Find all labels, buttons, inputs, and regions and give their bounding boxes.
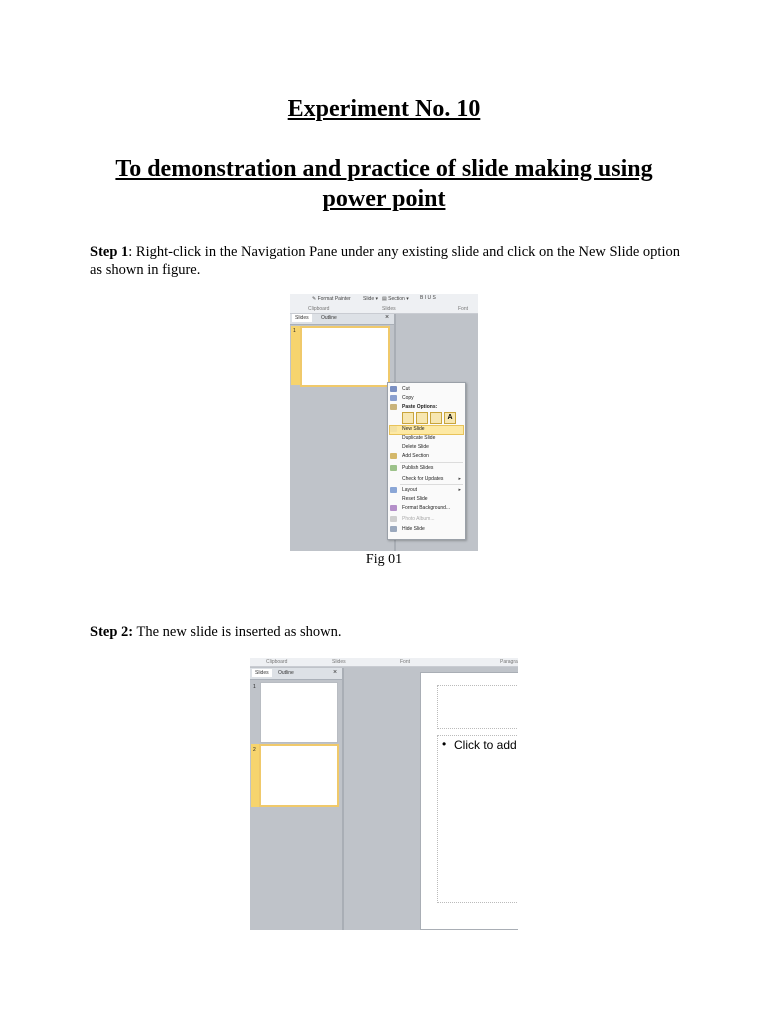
- figure-1-caption: Fig 01: [365, 552, 403, 567]
- slide-canvas[interactable]: [420, 672, 518, 930]
- tab-outline[interactable]: Outline: [278, 670, 294, 676]
- ribbon-group-font: Font: [400, 659, 411, 665]
- slide-selection-bar: [291, 326, 300, 385]
- tab-outline[interactable]: Outline: [321, 315, 337, 321]
- photo-album-icon: [390, 516, 397, 522]
- document-subtitle-line1: To demonstration and practice of slide making using: [115, 156, 653, 182]
- ribbon-group-paragraph: Paragra: [500, 659, 518, 665]
- paste-destination-theme-icon[interactable]: [402, 412, 414, 424]
- menu-item-duplicate-slide[interactable]: Duplicate Slide: [402, 435, 436, 441]
- menu-item-paste-options: Paste Options:: [402, 404, 438, 410]
- cut-icon: [390, 386, 397, 392]
- context-menu: [387, 382, 466, 540]
- ribbon-group-slides: Slides: [382, 306, 396, 312]
- hide-slide-icon: [390, 526, 397, 532]
- close-icon[interactable]: ×: [333, 669, 338, 676]
- step1-paragraph: [90, 243, 680, 279]
- slide-number-2: 2: [253, 747, 256, 753]
- tab-slides[interactable]: Slides: [292, 314, 312, 322]
- section-button[interactable]: ▤ Section ▾: [382, 296, 409, 302]
- menu-item-check-for-updates[interactable]: Check for Updates: [402, 476, 444, 482]
- publish-slides-icon: [390, 465, 397, 471]
- menu-separator: [400, 484, 463, 485]
- content-placeholder-text: Click to add: [454, 738, 517, 752]
- paste-text-only-icon[interactable]: A: [444, 412, 456, 424]
- format-background-icon: [390, 505, 397, 511]
- font-buttons[interactable]: B I U S: [420, 295, 436, 301]
- bullet: •: [442, 737, 447, 751]
- ribbon: [250, 658, 518, 667]
- slide-thumbnail-1[interactable]: [300, 326, 390, 387]
- document-title: Experiment No. 10: [287, 96, 481, 122]
- menu-item-add-section[interactable]: Add Section: [402, 453, 429, 459]
- step2-label: Step 2:: [90, 624, 134, 640]
- menu-item-new-slide[interactable]: New Slide: [402, 426, 425, 432]
- paste-keep-formatting-icon[interactable]: [416, 412, 428, 424]
- step2-paragraph: [90, 623, 680, 641]
- ribbon-group-slides: Slides: [332, 659, 346, 665]
- figure-1-screenshot: [290, 294, 478, 551]
- format-painter-button[interactable]: ✎ Format Painter: [312, 296, 351, 302]
- ribbon-group-font: Font: [458, 306, 469, 312]
- menu-item-cut[interactable]: Cut: [402, 386, 410, 392]
- tab-slides[interactable]: Slides: [252, 669, 272, 677]
- nav-pane-tabs: [250, 668, 342, 680]
- step1-label: Step 1: [90, 244, 129, 260]
- paste-picture-icon[interactable]: [430, 412, 442, 424]
- menu-item-delete-slide[interactable]: Delete Slide: [402, 444, 429, 450]
- figure-2-screenshot: [250, 658, 518, 930]
- ribbon-group-clipboard: Clipboard: [308, 306, 330, 312]
- add-section-icon: [390, 453, 397, 459]
- slide-number: 1: [293, 328, 296, 334]
- close-icon[interactable]: ×: [385, 314, 390, 321]
- pane-divider[interactable]: [342, 668, 344, 930]
- copy-icon: [390, 395, 397, 401]
- ribbon-group-clipboard: Clipboard: [266, 659, 288, 665]
- menu-item-layout[interactable]: Layout: [402, 487, 418, 493]
- chevron-right-icon: ▸: [458, 487, 461, 493]
- nav-pane-tabs: [290, 314, 394, 325]
- layout-icon: [390, 487, 397, 493]
- chevron-right-icon: ▸: [458, 476, 461, 482]
- slide-thumbnail-2[interactable]: [259, 744, 339, 807]
- menu-highlight: [389, 425, 464, 435]
- new-slide-icon: [390, 426, 397, 432]
- slide-button[interactable]: Slide ▾: [363, 296, 379, 302]
- menu-item-reset-slide[interactable]: Reset Slide: [402, 496, 428, 502]
- menu-item-format-background[interactable]: Format Background...: [402, 505, 451, 511]
- menu-item-publish-slides[interactable]: Publish Slides: [402, 465, 434, 471]
- document-subtitle-line2: power point: [322, 186, 446, 212]
- step2-text: The new slide is inserted as shown.: [133, 624, 342, 640]
- menu-item-hide-slide[interactable]: Hide Slide: [402, 526, 425, 532]
- slide-number-1: 1: [253, 684, 256, 690]
- ribbon: [290, 294, 478, 314]
- paste-icon: [390, 404, 397, 410]
- slide-thumbnail-1[interactable]: [260, 682, 338, 743]
- menu-item-photo-album: Photo Album...: [402, 516, 435, 522]
- step1-text: : Right-click in the Navigation Pane under any existing slide and click on the New Slide option as shown in figure.: [90, 244, 680, 278]
- menu-separator: [400, 462, 463, 463]
- content-placeholder[interactable]: [437, 735, 518, 903]
- menu-item-copy[interactable]: Copy: [402, 395, 414, 401]
- title-placeholder[interactable]: [437, 685, 518, 729]
